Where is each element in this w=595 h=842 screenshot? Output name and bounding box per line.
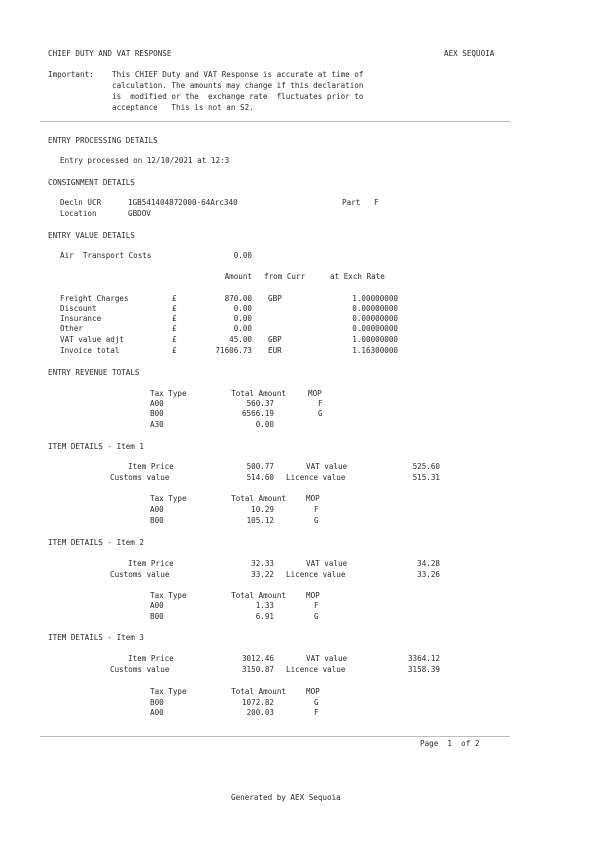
tax-type: A00 <box>150 399 164 408</box>
company-name: AEX SEQUOIA <box>444 49 495 58</box>
consignment-heading: CONSIGNMENT DETAILS <box>48 178 135 187</box>
item-price-value: 500.77 <box>246 462 274 471</box>
item-price-value: 3012.46 <box>241 654 274 663</box>
row-currency-symbol: £ <box>172 304 177 313</box>
licence-value-label: Licence value <box>286 473 346 482</box>
tax-type: B00 <box>150 409 164 418</box>
page-number: Page 1 of 2 <box>420 739 480 748</box>
tax-type: A00 <box>150 505 164 514</box>
important-line-4: acceptance This is not an S2. <box>112 103 254 112</box>
licence-value-label: Licence value <box>286 665 346 674</box>
tax-amount: 1.33 <box>255 601 274 610</box>
row-rate: 1.16300000 <box>352 346 398 355</box>
tax-amount: 10.29 <box>251 505 274 514</box>
decln-ucr-label: Decln UCR <box>60 198 102 207</box>
col-total-amount: Total Amount <box>231 687 286 696</box>
customs-value-amount: 514.60 <box>246 473 274 482</box>
row-amount: 870.00 <box>224 294 252 303</box>
vat-value-label: VAT value <box>306 559 348 568</box>
row-currency-symbol: £ <box>172 314 177 323</box>
col-tax-type: Tax Type <box>150 591 187 600</box>
row-amount: 0.00 <box>233 304 252 313</box>
tax-mop: G <box>318 409 323 418</box>
tax-amount: 0.00 <box>255 420 274 429</box>
document-title: CHIEF DUTY AND VAT RESPONSE <box>48 49 172 58</box>
item-price-label: Item Price <box>128 654 174 663</box>
item-price-label: Item Price <box>128 462 174 471</box>
important-label: Important: <box>48 70 94 79</box>
vat-value-amount: 3364.12 <box>407 654 440 663</box>
tax-type: A00 <box>150 708 164 717</box>
col-tax-type: Tax Type <box>150 687 187 696</box>
vat-value-amount: 525.60 <box>412 462 440 471</box>
vat-value-label: VAT value <box>306 654 348 663</box>
col-total-amount: Total Amount <box>231 591 286 600</box>
part-label: Part <box>342 198 361 207</box>
entry-processing-heading: ENTRY PROCESSING DETAILS <box>48 136 158 145</box>
row-rate: 1.00000000 <box>352 335 398 344</box>
row-amount: 0.00 <box>233 314 252 323</box>
tax-mop: G <box>314 698 319 707</box>
row-currency-symbol: £ <box>172 346 177 355</box>
col-mop: MOP <box>306 494 320 503</box>
col-from-curr: from Curr <box>264 272 306 281</box>
row-rate: 1.00000000 <box>352 294 398 303</box>
tax-amount: 200.03 <box>246 708 274 717</box>
tax-amount: 560.37 <box>246 399 274 408</box>
tax-amount: 1072.82 <box>241 698 274 707</box>
entry-revenue-heading: ENTRY REVENUE TOTALS <box>48 368 140 377</box>
row-label: Discount <box>60 304 97 313</box>
row-curr: EUR <box>268 346 282 355</box>
tax-type: A00 <box>150 601 164 610</box>
tax-type: B00 <box>150 698 164 707</box>
customs-value-amount: 3150.87 <box>241 665 274 674</box>
customs-value-label: Customs value <box>110 665 170 674</box>
licence-value-amount: 515.31 <box>412 473 440 482</box>
licence-value-amount: 33.26 <box>417 570 440 579</box>
tax-mop: G <box>314 612 319 621</box>
row-curr: GBP <box>268 294 282 303</box>
row-amount: 45.00 <box>229 335 252 344</box>
row-rate: 0.00000000 <box>352 324 398 333</box>
row-rate: 0.00000000 <box>352 304 398 313</box>
row-label: Insurance <box>60 314 102 323</box>
location-label: Location <box>60 209 97 218</box>
row-currency-symbol: £ <box>172 294 177 303</box>
row-curr: GBP <box>268 335 282 344</box>
tax-type: B00 <box>150 516 164 525</box>
tax-amount: 6566.19 <box>241 409 274 418</box>
header-divider <box>40 121 510 122</box>
row-label: Invoice total <box>60 346 120 355</box>
customs-value-label: Customs value <box>110 570 170 579</box>
footer-divider <box>40 736 510 737</box>
tax-mop: F <box>314 505 319 514</box>
col-mop: MOP <box>308 389 322 398</box>
important-line-1: This CHIEF Duty and VAT Response is accurate at time of <box>112 70 364 79</box>
row-label: VAT value adjt <box>60 335 125 344</box>
customs-value-label: Customs value <box>110 473 170 482</box>
item-3-heading: ITEM DETAILS - Item 3 <box>48 633 145 642</box>
entry-processed-text: Entry processed on 12/10/2021 at 12:3 <box>60 156 230 165</box>
tax-amount: 105.12 <box>246 516 274 525</box>
col-mop: MOP <box>306 591 320 600</box>
col-tax-type: Tax Type <box>150 389 187 398</box>
entry-value-heading: ENTRY VALUE DETAILS <box>48 231 135 240</box>
col-tax-type: Tax Type <box>150 494 187 503</box>
customs-value-amount: 33.22 <box>251 570 274 579</box>
air-transport-value: 0.00 <box>233 251 252 260</box>
tax-type: A30 <box>150 420 164 429</box>
licence-value-label: Licence value <box>286 570 346 579</box>
vat-value-amount: 34.28 <box>417 559 440 568</box>
row-label: Other <box>60 324 83 333</box>
tax-mop: F <box>318 399 323 408</box>
item-price-value: 32.33 <box>251 559 274 568</box>
tax-mop: G <box>314 516 319 525</box>
generated-by: Generated by AEX Sequoia <box>231 793 341 802</box>
row-amount: 71606.73 <box>215 346 252 355</box>
item-1-heading: ITEM DETAILS - Item 1 <box>48 442 145 451</box>
col-amount: Amount <box>224 272 252 281</box>
col-exch-rate: at Exch Rate <box>330 272 385 281</box>
location-value: GBDOV <box>128 209 151 218</box>
col-total-amount: Total Amount <box>231 389 286 398</box>
row-rate: 0.00000000 <box>352 314 398 323</box>
part-value: F <box>374 198 379 207</box>
item-2-heading: ITEM DETAILS - Item 2 <box>48 538 145 547</box>
item-price-label: Item Price <box>128 559 174 568</box>
row-amount: 0.00 <box>233 324 252 333</box>
tax-mop: F <box>314 708 319 717</box>
col-mop: MOP <box>306 687 320 696</box>
vat-value-label: VAT value <box>306 462 348 471</box>
licence-value-amount: 3158.39 <box>407 665 440 674</box>
decln-ucr-value: 1GB541404872000-64Arc340 <box>128 198 238 207</box>
row-label: Freight Charges <box>60 294 129 303</box>
important-line-3: is modified or the exchange rate fluctuates prior to <box>112 92 364 101</box>
row-currency-symbol: £ <box>172 335 177 344</box>
row-currency-symbol: £ <box>172 324 177 333</box>
tax-amount: 6.91 <box>255 612 274 621</box>
tax-type: B00 <box>150 612 164 621</box>
col-total-amount: Total Amount <box>231 494 286 503</box>
tax-mop: F <box>314 601 319 610</box>
air-transport-label: Air Transport Costs <box>60 251 152 260</box>
important-line-2: calculation. The amounts may change if this declaration <box>112 81 364 90</box>
